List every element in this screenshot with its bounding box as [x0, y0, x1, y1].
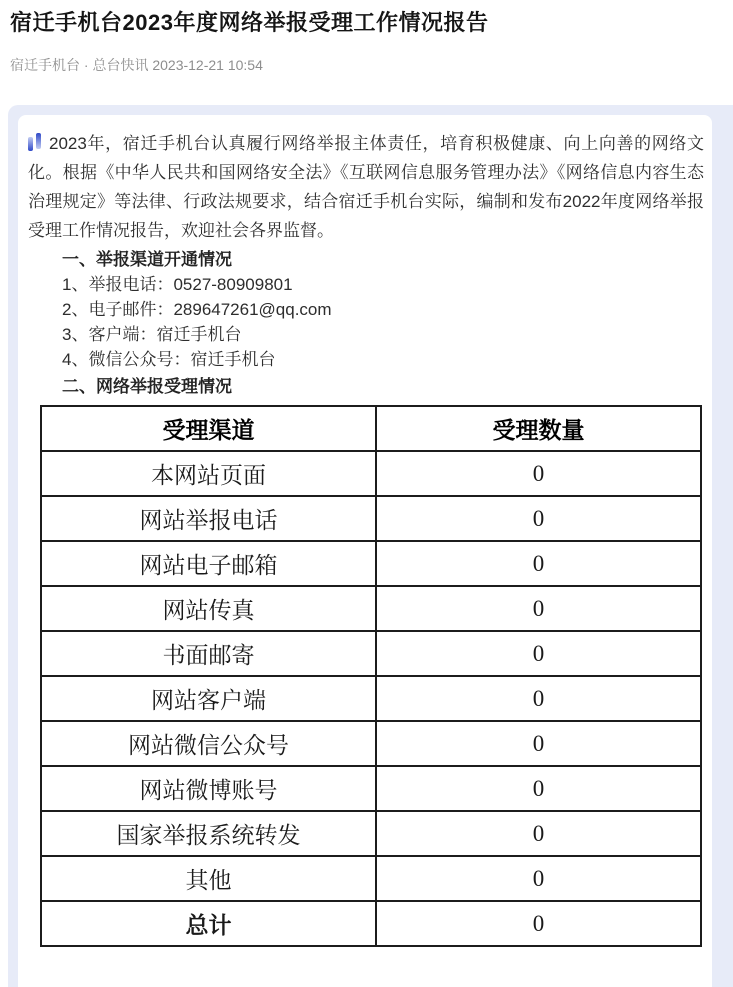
table-row: [41, 811, 701, 856]
header-channel: 受理渠道: [41, 406, 376, 451]
article-byline: 宿迁手机台 · 总台快讯 2023-12-21 10:54: [10, 57, 263, 73]
channel-item-email: 2、电子邮件：289647261@qq.com: [62, 300, 332, 319]
section-heading-channels: 一、举报渠道开通情况: [62, 250, 232, 269]
channel-cell: 其他: [41, 856, 376, 901]
table-row: [41, 856, 701, 901]
table-row: [41, 586, 701, 631]
channel-cell: 网站微博账号: [41, 766, 376, 811]
table-row: [41, 901, 701, 946]
report-table: [40, 405, 702, 947]
table-header-row: [41, 406, 701, 451]
count-cell: 0: [376, 586, 701, 631]
count-cell: 0: [376, 766, 701, 811]
channel-item-phone: 1、举报电话：0527-80909801: [62, 275, 293, 294]
channel-cell: 网站电子邮箱: [41, 541, 376, 586]
table-row: [41, 766, 701, 811]
channel-cell: 总计: [41, 901, 376, 946]
count-cell: 0: [376, 541, 701, 586]
channel-cell: 本网站页面: [41, 451, 376, 496]
channel-cell: 网站举报电话: [41, 496, 376, 541]
count-cell: 0: [376, 451, 701, 496]
page-title: 宿迁手机台2023年度网络举报受理工作情况报告: [10, 10, 489, 35]
channel-cell: 国家举报系统转发: [41, 811, 376, 856]
channel-cell: 网站客户端: [41, 676, 376, 721]
table-row: [41, 631, 701, 676]
count-cell: 0: [376, 811, 701, 856]
content-panel: [8, 105, 733, 987]
count-cell: 0: [376, 496, 701, 541]
header-count: 受理数量: [376, 406, 701, 451]
count-cell: 0: [376, 901, 701, 946]
channel-cell: 网站传真: [41, 586, 376, 631]
intro-paragraph: [28, 129, 704, 245]
count-cell: 0: [376, 721, 701, 766]
intro-text: 2023年，宿迁手机台认真履行网络举报主体责任，培育积极健康、向上向善的网络文化。根据《中华人民共和国网络安全法》《互联网信息服务管理办法》《网络信息内容生态治理规定》等法律、行政法规要求，结合宿迁手机台实际，编制和发布2022年度网络举报受理工作情况报告，欢迎社会各界监督。: [28, 134, 704, 240]
section-heading-acceptance: 二、网络举报受理情况: [62, 377, 232, 396]
table-row: [41, 496, 701, 541]
report-table-body: [41, 451, 701, 946]
table-row: [41, 541, 701, 586]
count-cell: 0: [376, 856, 701, 901]
channel-item-wechat: 4、微信公众号：宿迁手机台: [62, 350, 276, 369]
table-row: [41, 676, 701, 721]
article-card: [18, 115, 712, 987]
table-row: [41, 721, 701, 766]
channel-cell: 书面邮寄: [41, 631, 376, 676]
table-row: [41, 451, 701, 496]
count-cell: 0: [376, 676, 701, 721]
channel-item-client: 3、客户端：宿迁手机台: [62, 325, 242, 344]
quote-bars-icon: [28, 133, 41, 151]
channel-cell: 网站微信公众号: [41, 721, 376, 766]
count-cell: 0: [376, 631, 701, 676]
